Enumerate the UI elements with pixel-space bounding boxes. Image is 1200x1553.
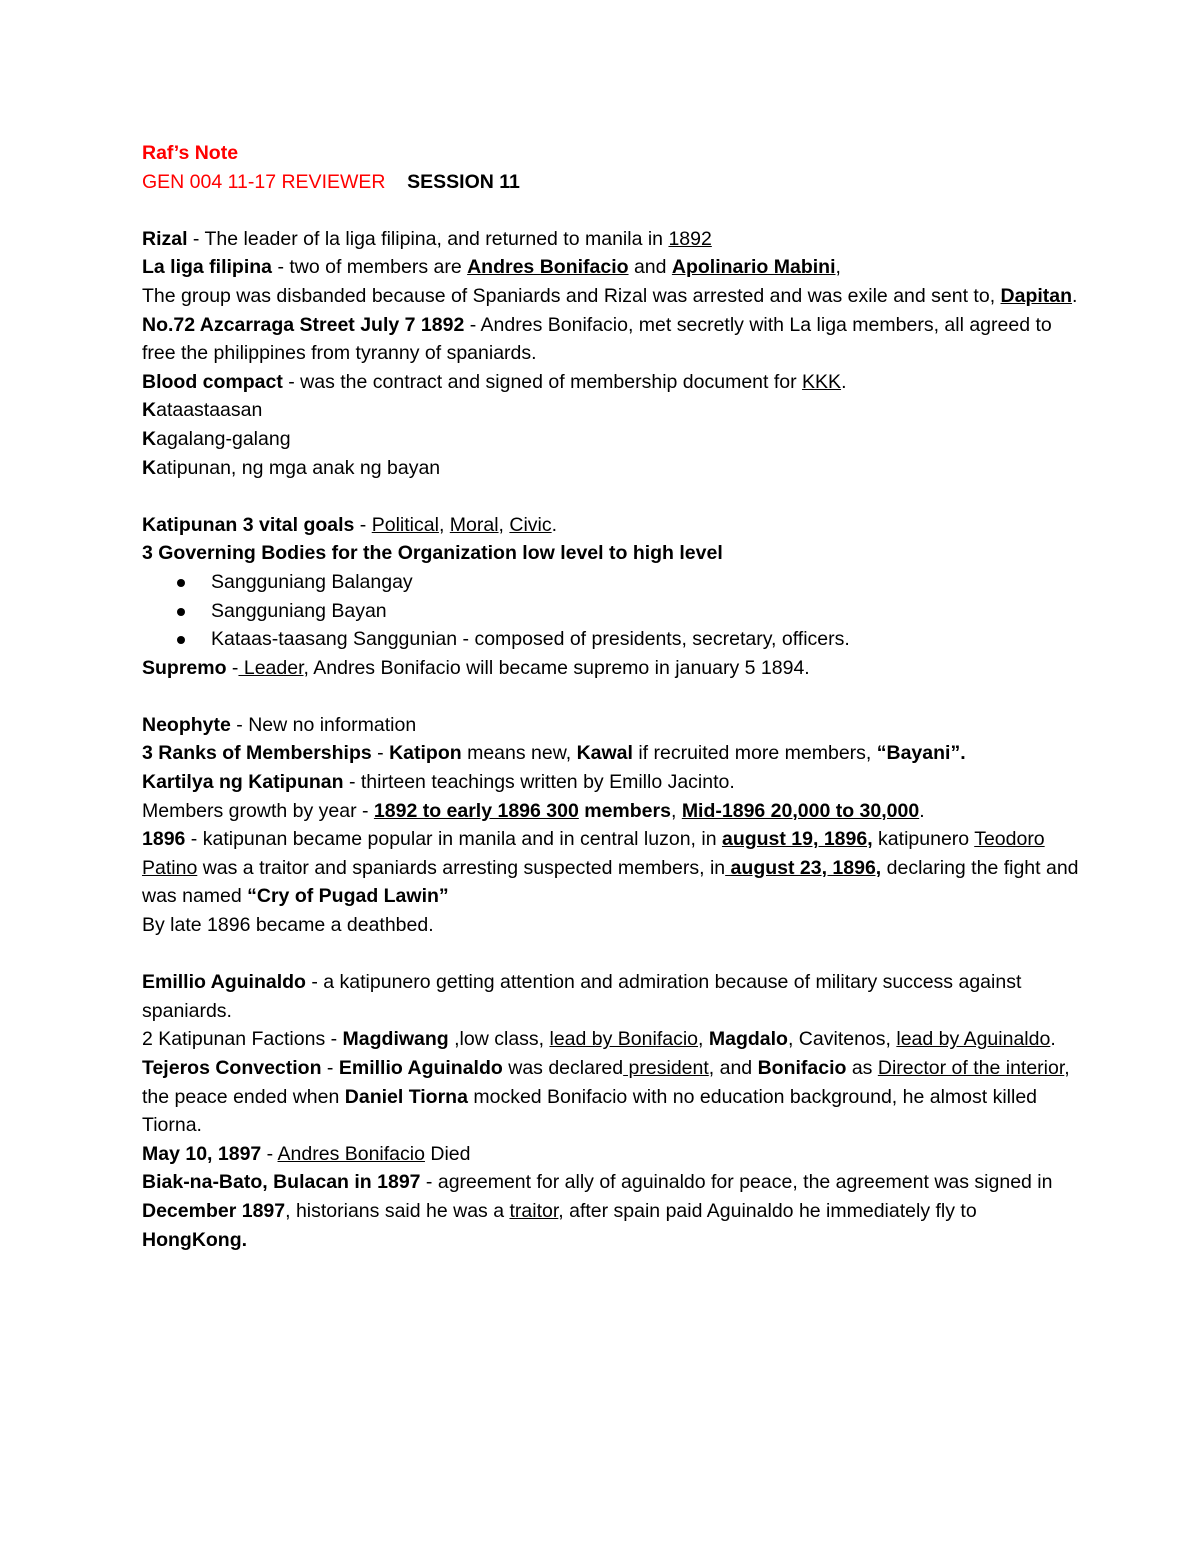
kkk-line-3: Katipunan, ng mga anak ng bayan: [142, 456, 441, 479]
list-item: Sangguniang Bayan: [142, 597, 1082, 626]
entry-disbanded: The group was disbanded because of Spaniards and Rizal was arrested and was exile and sent to, Dapitan.: [142, 284, 1078, 307]
entry-members-growth: Members growth by year - 1892 to early 1896 300 members, Mid-1896 20,000 to 30,000.: [142, 799, 925, 822]
kkk-line-2: Kagalang-galang: [142, 427, 291, 450]
entry-la-liga: La liga filipina - two of members are Andres Bonifacio and Apolinario Mabini,: [142, 256, 841, 279]
reviewer-heading: GEN 004 11-17 REVIEWER SESSION 11: [142, 170, 520, 193]
bullet-icon: [177, 608, 185, 616]
governing-bodies-title: 3 Governing Bodies for the Organization low level to high level: [142, 542, 723, 565]
entry-deathbed: By late 1896 became a deathbed.: [142, 914, 434, 937]
entry-neophyte: Neophyte - New no information: [142, 713, 417, 736]
entry-azcarraga: No.72 Azcarraga Street July 7 1892 - Andres Bonifacio, met secretly with La liga members, all agreed to free the philippines from tyranny of spaniards.: [142, 313, 1052, 365]
entry-may-10: May 10, 1897 - Andres Bonifacio Died: [142, 1142, 471, 1165]
entry-1896: 1896 - katipunan became popular in manila and in central luzon, in august 19, 1896, katipunero Teodoro Patino was a traitor and spaniards arresting suspected members, in august 23, 1896, declaring the fight and was named “Cry of Pugad Lawin”: [142, 828, 1079, 908]
entry-vital-goals: Katipunan 3 vital goals - Political, Moral, Civic.: [142, 513, 558, 536]
entry-ranks: 3 Ranks of Memberships - Katipon means new, Kawal if recruited more members, “Bayani”.: [142, 742, 966, 765]
entry-rizal: Rizal - The leader of la liga filipina, and returned to manila in 1892: [142, 227, 712, 250]
bullet-icon: [177, 579, 185, 587]
entry-supremo: Supremo - Leader, Andres Bonifacio will became supremo in january 5 1894.: [142, 656, 810, 679]
governing-bodies-list: [142, 568, 1082, 654]
entry-aguinaldo: Emillio Aguinaldo - a katipunero getting attention and admiration because of military success against spaniards.: [142, 971, 1022, 1022]
entry-factions: 2 Katipunan Factions - Magdiwang ,low class, lead by Bonifacio, Magdalo, Cavitenos, lead by Aguinaldo.: [142, 1028, 1056, 1051]
list-item: Sangguniang Balangay: [142, 568, 1082, 597]
entry-tejeros: Tejeros Convection - Emillio Aguinaldo was declared president, and Bonifacio as Director of the interior, the peace ended when Daniel Tiorna mocked Bonifacio with no education background, he almost killed Tiorna.: [142, 1057, 1070, 1137]
kkk-line-1: Kataastaasan: [142, 399, 263, 422]
entry-blood-compact: Blood compact - was the contract and signed of membership document for KKK.: [142, 370, 847, 393]
note-title: Raf’s Note: [142, 142, 239, 164]
entry-kartilya: Kartilya ng Katipunan - thirteen teachings written by Emillo Jacinto.: [142, 771, 735, 794]
bullet-icon: [177, 636, 185, 644]
list-item: Kataas-taasang Sanggunian - composed of presidents, secretary, officers.: [142, 625, 1082, 654]
document-body: [142, 139, 1082, 1254]
entry-biak-na-bato: Biak-na-Bato, Bulacan in 1897 - agreement for ally of aguinaldo for peace, the agreement was signed in December 1897, historians said he was a traitor, after spain paid Aguinaldo he immediately fly to HongKong.: [142, 1171, 1053, 1251]
